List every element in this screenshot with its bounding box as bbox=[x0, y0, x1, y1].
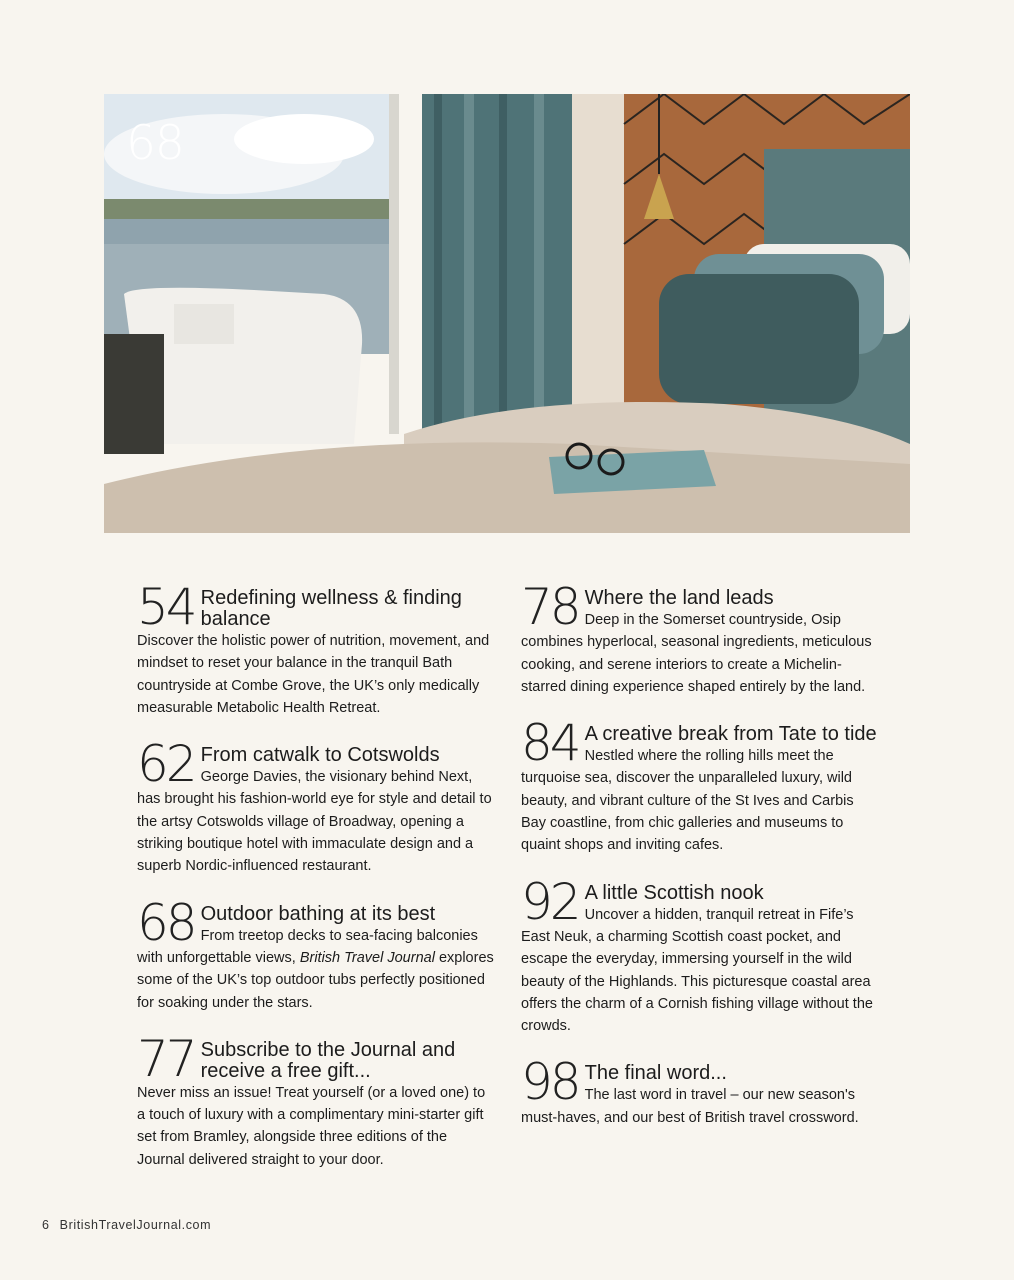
entry-page-number: 78 bbox=[521, 578, 579, 636]
contents-entry[interactable] bbox=[521, 714, 881, 856]
footer-page-number: 6 bbox=[42, 1218, 50, 1232]
entry-page-number: 77 bbox=[137, 1029, 195, 1088]
entry-description: Nestled where the rolling hills meet the turquoise sea, discover the unparalleled luxury, wild beauty, and vibrant culture of the St Ives and Carbis Bay coastline, from chic galleries and museums to quaint shops and inviting cafes. bbox=[521, 748, 854, 854]
contents-entry[interactable] bbox=[521, 578, 881, 698]
contents-right-column bbox=[521, 578, 881, 1150]
hero-page-number: 68 bbox=[126, 116, 184, 171]
entry-description: George Davies, the visionary behind Next, has brought his fashion-world eye for style and detail to the artsy Cotswolds village of Broadway, opening a striking boutique hotel with immaculate design and a superb Nordic-influenced restaurant. bbox=[137, 769, 492, 875]
entry-title: Where the land leads bbox=[584, 587, 774, 609]
entry-description: The last word in travel – our new season's must-haves, and our best of British travel crossword. bbox=[521, 1087, 859, 1126]
entry-page-number: 68 bbox=[137, 893, 195, 952]
contents-entry[interactable] bbox=[137, 893, 497, 1014]
entry-page-number: 92 bbox=[521, 872, 579, 931]
contents-left-column bbox=[137, 578, 497, 1192]
entry-page-number: 84 bbox=[521, 714, 579, 773]
entry-page-number: 62 bbox=[137, 735, 195, 794]
contents-entry[interactable] bbox=[137, 578, 497, 719]
entry-title: A creative break from Tate to tide bbox=[584, 723, 877, 746]
contents-entry[interactable] bbox=[521, 1053, 881, 1129]
entry-description: Never miss an issue! Treat yourself (or a loved one) to a touch of luxury with a complimentary mini-starter gift set from Bramley, alongside three editions of the Journal delivered straight to your door. bbox=[137, 1084, 486, 1168]
entry-description: Discover the holistic power of nutrition, movement, and mindset to reset your balance in the tranquil Bath countryside at Combe Grove, the UK’s only medically measurable Metabolic Health Retreat. bbox=[137, 633, 490, 716]
entry-page-number: 54 bbox=[137, 578, 195, 636]
entry-description-end: explores some of the UK’s top outdoor tubs perfectly positioned for soaking under the stars. bbox=[137, 949, 494, 1011]
entry-description: Uncover a hidden, tranquil retreat in Fife’s East Neuk, a charming Scottish coast pocket, and escape the everyday, immersing yourself in the wild beauty of the Highlands. This picturesque coastal area offers the charm of a Cornish fishing village without the crowds. bbox=[521, 906, 873, 1035]
entry-title: The final word... bbox=[584, 1062, 727, 1085]
entry-title: From catwalk to Cotswolds bbox=[200, 744, 440, 767]
entry-title: Redefining wellness & finding balance bbox=[200, 587, 462, 630]
entry-title: Subscribe to the Journal and receive a free gift... bbox=[200, 1038, 456, 1082]
entry-description-start: From treetop decks to sea-facing balconies with unforgettable views, bbox=[137, 927, 478, 966]
hotel-bedroom-illustration bbox=[104, 94, 910, 533]
entry-description: Deep in the Somerset countryside, Osip combines hyperlocal, seasonal ingredients, meticulous cooking, and serene interiors to create a Michelin-starred dining experience shaped entirely by the land. bbox=[521, 612, 872, 695]
entry-title: A little Scottish nook bbox=[584, 881, 764, 904]
contents-entry[interactable] bbox=[521, 872, 881, 1038]
contents-entry[interactable] bbox=[137, 735, 497, 877]
entry-title: Outdoor bathing at its best bbox=[200, 902, 436, 925]
page-footer bbox=[42, 1218, 217, 1232]
publication-name: British Travel Journal bbox=[299, 949, 435, 966]
entry-page-number: 98 bbox=[521, 1053, 579, 1112]
footer-website[interactable]: BritishTravelJournal.com bbox=[59, 1218, 212, 1232]
contents-entry[interactable] bbox=[137, 1029, 497, 1171]
hero-photo bbox=[104, 94, 910, 533]
